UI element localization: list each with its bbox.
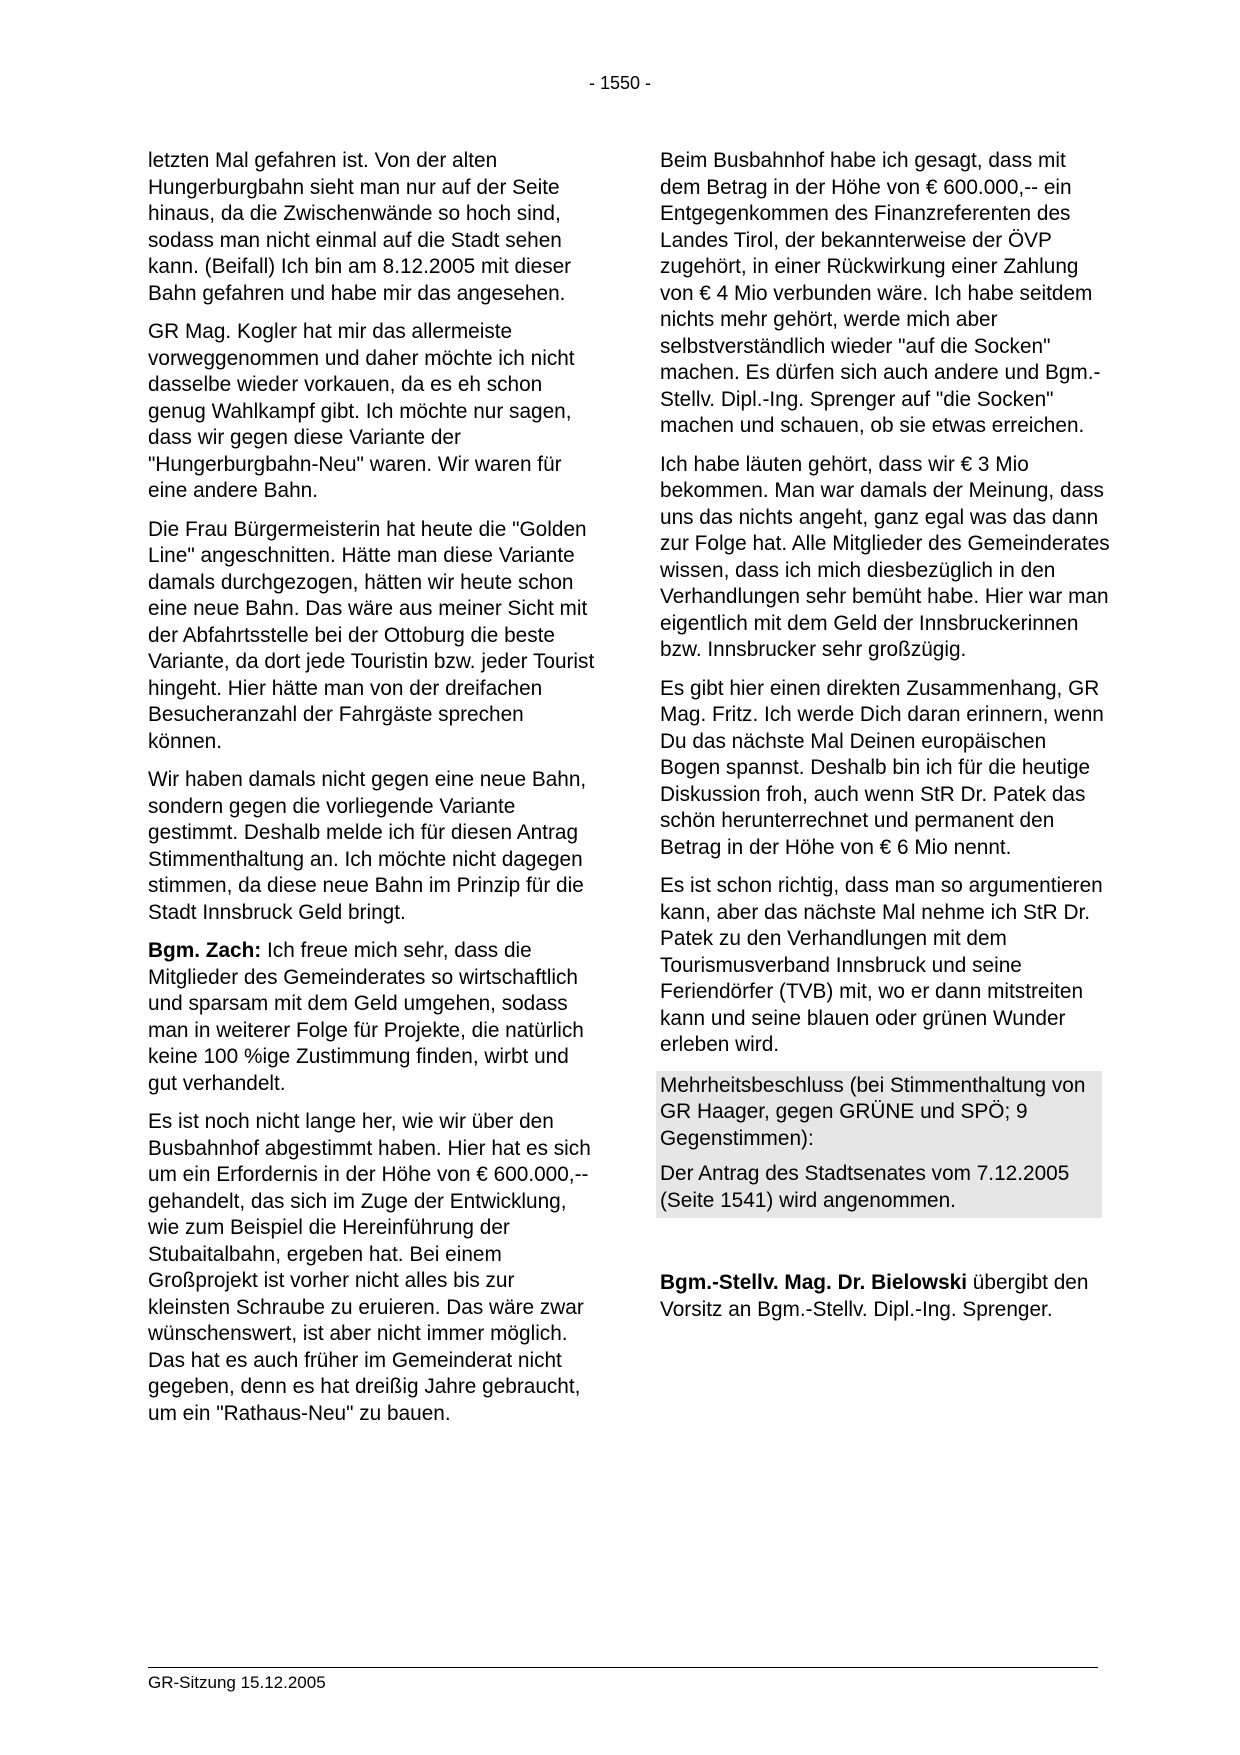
paragraph: GR Mag. Kogler hat mir das allermeiste vorweggenommen und daher möchte ich nicht dasselbe wieder vorkauen, da es eh schon genug Wahlkampf gibt. Ich möchte nur sagen, dass wir gegen diese Variante der "Hungerburgbahn-Neu" waren. Wir waren für eine andere Bahn. [148,320,575,502]
paragraph: Die Frau Bürgermeisterin hat heute die "Golden Line" angeschnitten. Hätte man diese Variante damals durchgezogen, hätten wir heute schon eine neue Bahn. Das wäre aus meiner Sicht mit der Abfahrtsstelle bei der Ottoburg die beste Variante, da dort jede Touristin bzw. jeder Tourist hingeht. Hier hätte man von der dreifachen Besucheranzahl der Fahrgäste sprechen können. [148,517,595,753]
paragraph: letzten Mal gefahren ist. Von der alten Hungerburgbahn sieht man nur auf der Seite hinaus, da die Zwischenwände so hoch sind, sodass man nicht einmal auf die Stadt sehen kann. (Beifall) Ich bin am 8.12.2005 mit dieser Bahn gefahren und habe mir das angesehen. [148,149,572,305]
resolution-box [656,1071,1102,1219]
speaker-name: Bgm.-Stellv. Mag. Dr. Bielowski [660,1271,968,1294]
paragraph: Es ist noch nicht lange her, wie wir über den Busbahnhof abgestimmt haben. Hier hat es sich um ein Erfordernis in der Höhe von € 600.000,-- gehandelt, das sich im Zuge der Entwicklung, wie zum Beispiel die Hereinführung der Stubaitalbahn, ergeben hat. Bei einem Großprojekt ist vorher nicht alles bis zur kleinsten Schraube zu eruieren. Das wäre zwar wünschenswert, ist aber nicht immer möglich. Das hat es auch früher im Gemeinderat nicht gegeben, denn es hat dreißig Jahre gebraucht, um ein "Rathaus-Neu" zu bauen. [148,1110,591,1425]
paragraph: Ich habe läuten gehört, dass wir € 3 Mio bekommen. Man war damals der Meinung, dass uns das nichts angeht, ganz egal was das dann zur Folge hat. Alle Mitglieder des Gemeinderates wissen, dass ich mich diesbezüglich in den Verhandlungen sehr bemüht habe. Hier war man eigentlich mit dem Geld der Innsbruckerinnen bzw. Innsbrucker sehr großzügig. [660,452,1110,661]
resolution-decision: Der Antrag des Stadtsenates vom 7.12.2005 (Seite 1541) wird angenommen. [660,1162,1070,1212]
page-number: - 1550 - [588,73,652,93]
footer-divider [148,1667,1098,1668]
paragraph: Wir haben damals nicht gegen eine neue Bahn, sondern gegen die vorliegende Variante gestimmt. Deshalb melde ich für diesen Antrag Stimmenthaltung an. Ich möchte nicht dagegen stimmen, da diese neue Bahn im Prinzip für die Stadt Innsbruck Geld bringt. [148,768,587,924]
speaker-name: Bgm. Zach: [148,939,262,962]
paragraph: Es ist schon richtig, dass man so argumentieren kann, aber das nächste Mal nehme ich StR Dr. Patek zu den Verhandlungen mit dem Tourismusverband Innsbruck und seine Feriendörfer (TVB) mit, wo er dann mitstreiten kann und seine blauen oder grünen Wunder erleben wird. [660,874,1103,1056]
resolution-vote: Mehrheitsbeschluss (bei Stimmenthaltung von GR Haager, gegen GRÜNE und SPÖ; 9 Gegenstimmen): [660,1073,1086,1150]
speech-text: Ich freue mich sehr, dass die Mitglieder des Gemeinderates so wirtschaftlich und sparsam mit dem Geld umgehen, sodass man in weiterer Folge für Projekte, die natürlich keine 100 %ige Zustimmung finden, wirbt und gut verhandelt. [148,939,584,1095]
speaker-paragraph [148,938,598,1097]
handover-paragraph [660,1270,1110,1323]
footer: GR-Sitzung 15.12.2005 [148,1673,326,1692]
left-column [148,148,598,1439]
handover-text: übergibt den Vorsitz an Bgm.-Stellv. Dipl.-Ing. Sprenger. [660,1271,1089,1321]
paragraph: Beim Busbahnhof habe ich gesagt, dass mit dem Betrag in der Höhe von € 600.000,-- ein Entgegenkommen des Finanzreferenten des Landes Tirol, der bekannterweise der ÖVP zugehört, in einer Rückwirkung einer Zahlung von € 4 Mio verbunden wäre. Ich habe seitdem nichts mehr gehört, werde mich aber selbstverständlich wieder "auf die Socken" machen. Es dürfen sich auch andere und Bgm.-Stellv. Dipl.-Ing. Sprenger auf "die Socken" machen und schauen, ob sie etwas erreichen. [660,149,1101,437]
right-column [660,148,1110,1335]
paragraph: Es gibt hier einen direkten Zusammenhang, GR Mag. Fritz. Ich werde Dich daran erinnern, wenn Du das nächste Mal Deinen europäischen Bogen spannst. Deshalb bin ich für die heutige Diskussion froh, auch wenn StR Dr. Patek das schön herunterrechnet und permanent den Betrag in der Höhe von € 6 Mio nennt. [660,676,1104,859]
